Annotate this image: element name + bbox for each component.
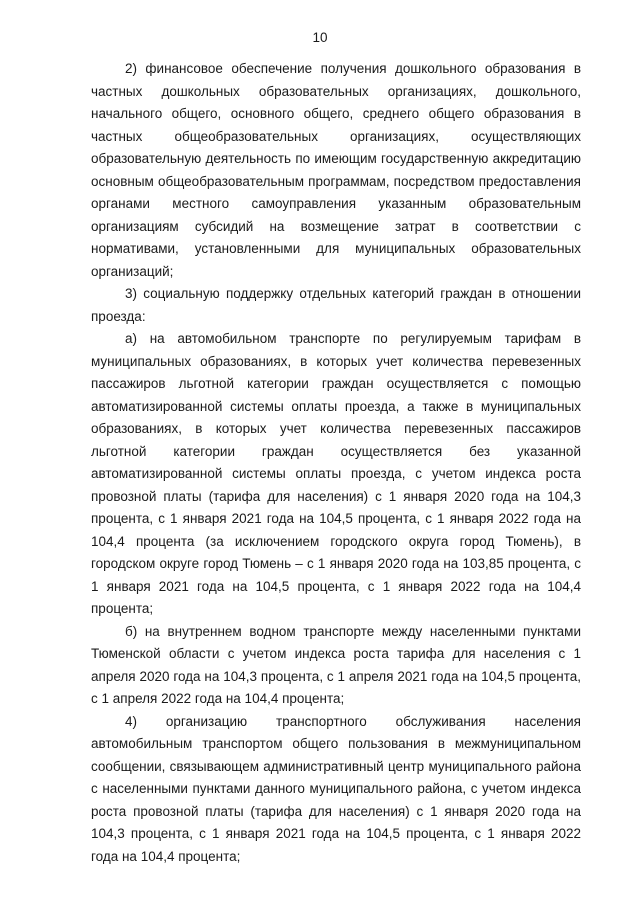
paragraph-item-3-social-support: 3) социальную поддержку отдельных категорий граждан в отношении проезда: — [91, 286, 581, 324]
page-number: 10 — [312, 30, 328, 45]
paragraph-item-2-financing: 2) финансовое обеспечение получения дошкольного образования в частных дошкольных образовательных организациях, дошкольного, начального общего, основного общего, среднего общего образования в частных общеобразовательных организациях, осуществляющих образовательную деятельность по имеющим государственную аккредитацию основным общеобразовательным программам, посредством предоставления органами местного самоуправления указанным образовательным организациям субсидий на возмещение затрат в соответствии с нормативами, установленными для муниципальных образовательных организаций; — [91, 61, 581, 279]
paragraph-subitem-b-water-transport: б) на внутреннем водном транспорте между населенными пунктами Тюменской области с учетом индекса роста тарифа для населения с 1 апреля 2020 года на 104,3 процента, с 1 апреля 2021 года на 104,5 процента, с 1 апреля 2022 года на 104,4 процента; — [91, 623, 581, 706]
paragraph-subitem-a-road-transport: а) на автомобильном транспорте по регулируемым тарифам в муниципальных образованиях, в которых учет количества перевезенных пассажиров льготной категории граждан осуществляется с помощью автоматизированной системы оплаты проезда, а также в муниципальных образованиях, в которых учет количества перевезенных пассажиров льготной категории граждан осуществляется без указанной автоматизированной системы оплаты проезда, с учетом индекса роста провозной платы (тарифа для населения) с 1 января 2020 года на 104,3 процента, с 1 января 2021 года на 104,5 процента, с 1 января 2022 года на 104,4 процента (за исключением городского округа город Тюмень), в городском округе город Тюмень – с 1 января 2020 года на 103,85 процента, с 1 января 2021 года на 104,5 процента, с 1 января 2022 года на 104,4 процента; — [91, 331, 581, 616]
paragraph-item-4-transport-service: 4) организацию транспортного обслуживания населения автомобильным транспортом общего пользования в межмуниципальном сообщении, связывающем административный центр муниципального района с населенными пунктами данного муниципального района, с учетом индекса роста провозной платы (тарифа для населения) с 1 января 2020 года на 104,3 процента, с 1 января 2021 года на 104,5 процента, с 1 января 2022 года на 104,4 процента; — [91, 713, 581, 864]
document-body — [91, 58, 581, 868]
